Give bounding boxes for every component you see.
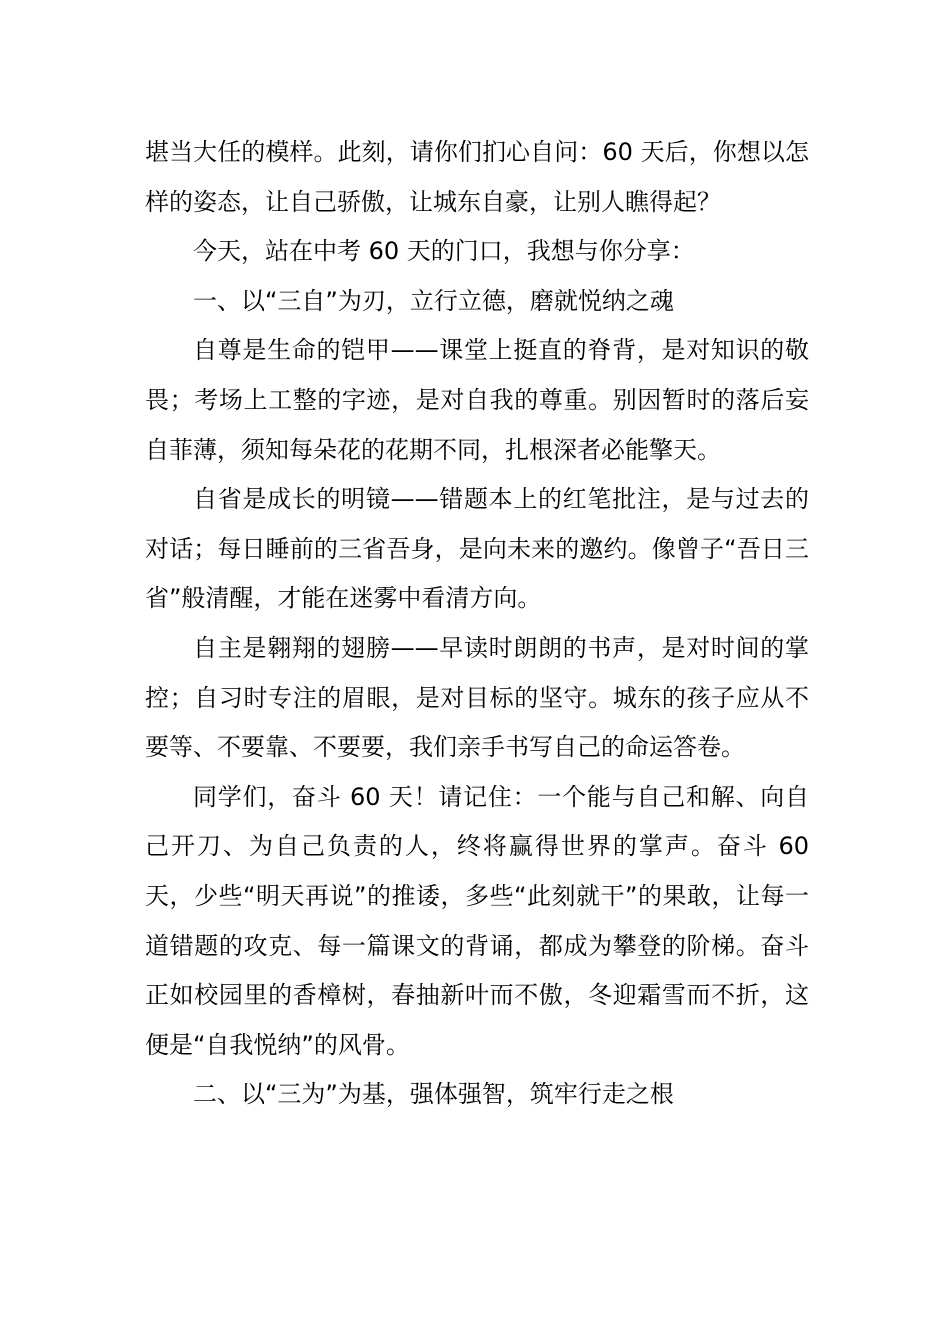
paragraph-self-reflection: 自省是成长的明镜——错题本上的红笔批注，是与过去的对话；每日睡前的三省吾身，是向未来的邀约。像曾子“吾日三省”般清醒，才能在迷雾中看清方向。 — [145, 485, 809, 613]
paragraph-exhortation: 同学们，奋斗 60 天！请记住：一个能与自己和解、向自己开刀、为自己负责的人，终将赢得世界的掌声。奋斗 60 天，少些“明天再说”的推诿，多些“此刻就干”的果敢，让每一道错题的攻克、每一篇课文的背诵，都成为攀登的阶梯。奋斗正如校园里的香樟树，春抽新叶而不傲，冬迎霜雪而不折，这便是“自我悦纳”的风骨。 — [145, 782, 809, 1059]
section-heading-1: 一、以“三自”为刃，立行立德，磨就悦纳之魂 — [193, 286, 674, 315]
paragraph-intro: 今天，站在中考 60 天的门口，我想与你分享： — [193, 237, 695, 266]
section-heading-2: 二、以“三为”为基，强体强智，筑牢行走之根 — [193, 1080, 674, 1109]
paragraph-self-reliance: 自主是翱翔的翅膀——早读时朗朗的书声，是对时间的掌控；自习时专注的眉眼，是对目标的坚守。城东的孩子应从不要等、不要靠、不要要，我们亲手书写自己的命运答卷。 — [145, 633, 809, 762]
paragraph-self-respect: 自尊是生命的铠甲——课堂上挺直的脊背，是对知识的敬畏；考场上工整的字迹，是对自我的尊重。别因暂时的落后妄自菲薄，须知每朵花的花期不同，扎根深者必能擎天。 — [145, 336, 809, 464]
body-text — [145, 128, 809, 1120]
paragraph-continuation: 堪当大任的模样。此刻，请你们扪心自问：60 天后，你想以怎样的姿态，让自己骄傲，让城东自豪，让别人瞧得起？ — [145, 138, 809, 216]
